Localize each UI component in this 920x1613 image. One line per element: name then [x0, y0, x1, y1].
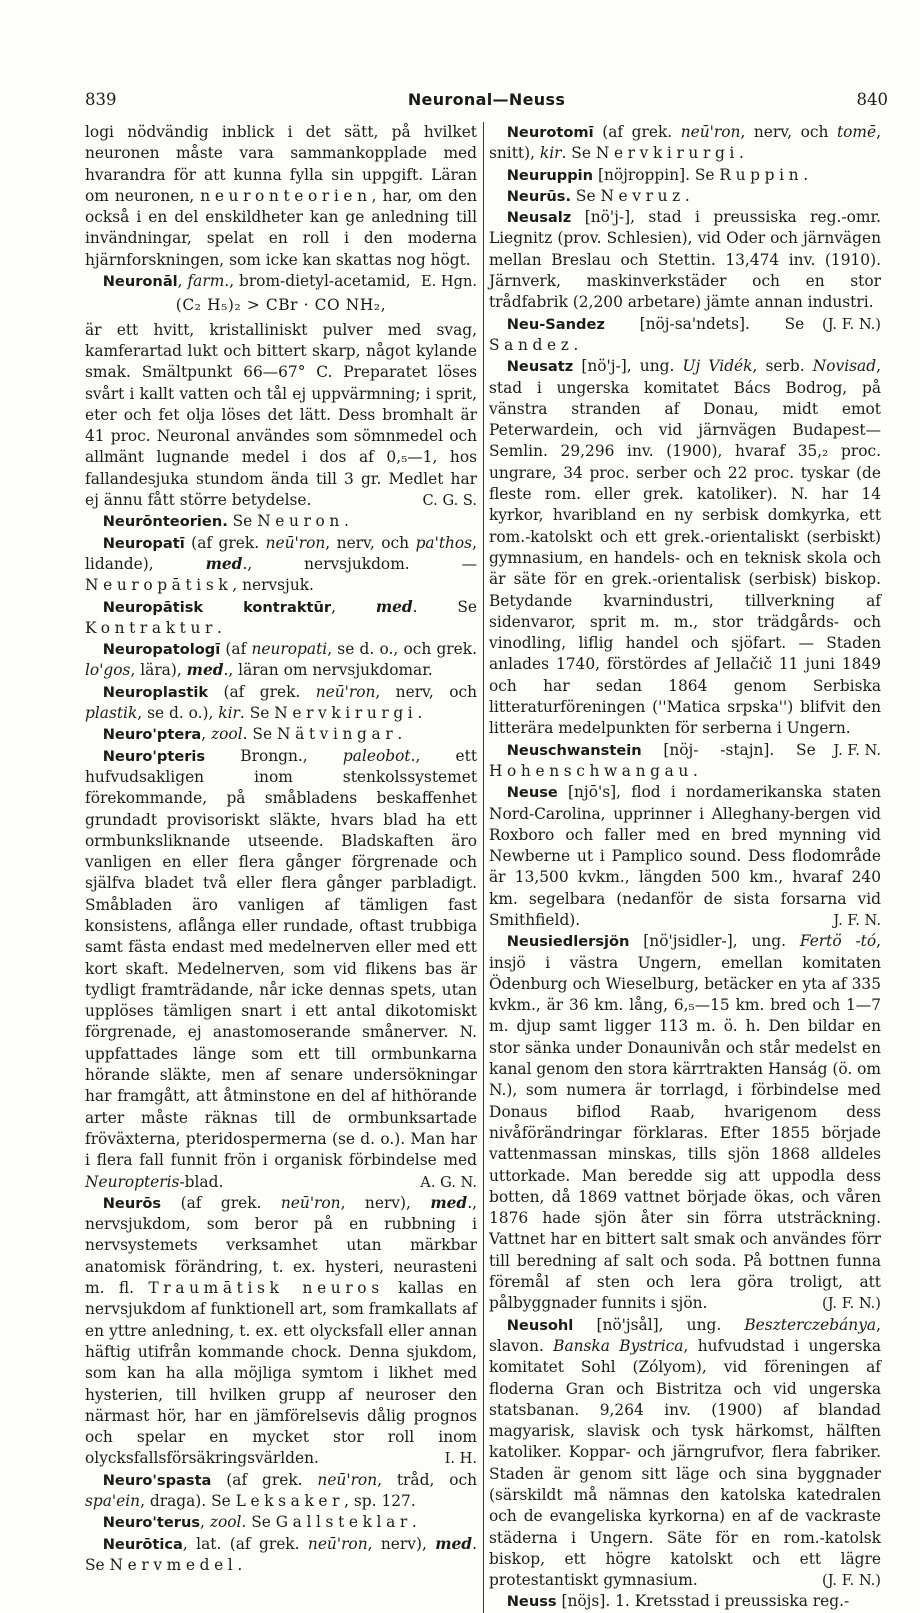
cross-reference: Neuropātisk: [85, 576, 233, 595]
entry-headword: Neusohl: [506, 1316, 574, 1334]
text-run: [nö'j-], ung.: [573, 357, 683, 376]
text-run: , slavon.: [489, 1315, 881, 1355]
italic-term: med: [186, 661, 224, 680]
author-signature: J. F. N.: [833, 741, 881, 759]
entry-headword: Neuschwanstein: [506, 741, 642, 759]
entry-headword: Neurūs.: [506, 187, 572, 205]
italic-term: kir: [218, 704, 240, 723]
italic-term: pa'thos: [415, 533, 473, 552]
entry-headword: Neurōtica: [102, 1535, 183, 1553]
entry-headword: Neuro'terus: [102, 1514, 201, 1532]
text-run: [nöj- -stajn]. Se: [641, 740, 816, 759]
author-signature: I. H.: [444, 1450, 477, 1468]
text-run: (C₂ H₅)₂ > CBr · CO NH₂,: [175, 296, 387, 315]
text-run: [nö'jsidler-], ung.: [629, 932, 800, 951]
italic-term: neū'ron: [280, 1193, 341, 1212]
text-run: ., läran om nervsjukdomar.: [223, 661, 433, 680]
text-run: [njō's], flod i nordamerikanska staten Nord-Carolina, upprinner i Alleghany-bergen vid Roxboro och faller med en bred mynning vid Newberne ut i Pamplico sound. Dess flodområde är 13,500 kvkm., längden 500 km., hvaraf 240 km. segelbara (nedanför de sista forsarna vid Smithfield).: [489, 783, 881, 929]
text-run: .: [692, 761, 698, 780]
entry-headword: Neuropātisk kontraktūr: [102, 598, 332, 616]
entry-headword: Neuro'ptera: [102, 726, 202, 744]
text-run: , draga). Se: [140, 1492, 236, 1510]
italic-term: lo'gos: [85, 661, 131, 680]
chemical-formula: [85, 292, 477, 319]
left-page-number: 839: [85, 90, 117, 109]
text-run: (af grek.: [211, 1470, 318, 1489]
entry-headword: Neu-Sandez: [506, 315, 605, 333]
text-run: ,: [201, 725, 212, 744]
entry-paragraph: [85, 1470, 477, 1513]
left-column: [85, 122, 477, 1613]
text-run: -blad.: [179, 1172, 224, 1191]
italic-term: Banska Bystrica: [553, 1336, 684, 1355]
entry-paragraph: [85, 511, 477, 532]
italic-term: kir: [539, 144, 562, 163]
entry-headword: Neuse: [506, 784, 558, 802]
text-run: , lidande),: [85, 533, 477, 573]
text-run: (af grek.: [184, 533, 266, 552]
text-run: , tråd, och: [377, 1470, 477, 1489]
entry-headword: Neurōs: [102, 1194, 162, 1212]
text-run: kallas en nervsjukdom af funktionell art, som framkallats af en yttre anledning, t. ex. ett olycksfall eller annan häftig utifrån kommande chock. Denna sjukdom, som kan ha alla möjliga symtom i likhet med hysterien, till hvilken grupp af neuroser den närmast hör, har en jämförelsevis dålig prognos och spelar en mycket stor roll inom olycksfallsförsäkringsvärlden.: [85, 1279, 477, 1468]
entry-headword: Neurōnteorien.: [102, 513, 228, 531]
text-run: .: [237, 1555, 243, 1574]
text-run: , lära),: [130, 661, 187, 680]
entry-paragraph: [489, 165, 881, 186]
running-title: Neuronal—Neuss: [407, 90, 566, 109]
italic-term: med: [205, 554, 243, 573]
entry-paragraph: [85, 271, 477, 292]
italic-term: med: [435, 1534, 473, 1553]
italic-term: paleobot: [342, 746, 411, 765]
italic-term: neū'ron: [317, 1470, 378, 1489]
text-run: ., brom-dietyl-acetamid,: [224, 272, 411, 291]
text-run: . Se: [412, 597, 477, 616]
cross-reference: Nevruz: [600, 186, 685, 205]
entry-headword: Neuro'pteris: [102, 747, 206, 765]
text-run: , lat. (af grek.: [182, 1534, 308, 1553]
entry-paragraph: [85, 746, 477, 1193]
entry-paragraph: [489, 186, 881, 207]
text-run: , har, om den också i en del enskildheter kan ge anledning till invändningar, spelat en roll i den moderna hjärnforskningen, som icke kan skattas nog högt.: [85, 186, 477, 269]
author-signature: A. G. N.: [420, 1173, 477, 1191]
author-signature: (J. F. N.): [822, 315, 881, 333]
text-run: , insjö i västra Ungern, emellan komitaten Ödenburg och Wieselburg, betäcker en yta af 335 kvkm., är 36 km. lång, 6,₅—15 km. bred och 1—7 m. djup samt ligger 113 m. ö. h. Den bildar en stor sänka under Donaunivån och står medelst en kanal genom den stora kärrtrakten Hanság (ö. om N.), som numera är torrlagd, i förbindelse med Donaus biflod Raab, hvarigenom dess nivåförändringar förklaras. Efter 1855 började vattenmassan minskas, tills sjön 1868 alldeles uttorkade. Man beredde sig att uppodla dess botten, då 1869 vattnet började ökas, och våren 1876 hade sjön åter sin förra utsträckning. Vattnet har en bittert salt smak och användes förr till beredning af salt och soda. På bottnen funna föremål af sten och lera göra troligt, att pålbyggnader funnits i sjön.: [489, 932, 881, 1313]
cross-reference: Kontraktur: [85, 618, 217, 637]
text-run: , sp. 127.: [344, 1492, 416, 1510]
italic-term: neū'ron: [680, 123, 741, 141]
entry-headword: Neuro'spasta: [102, 1471, 212, 1489]
right-page-number: 840: [856, 90, 888, 109]
text-run: .: [397, 725, 403, 744]
cross-reference: Traumātisk neuros: [148, 1279, 384, 1298]
text-run: , nerv),: [367, 1534, 436, 1553]
text-run: (af grek.: [593, 123, 681, 141]
cross-reference: Nervkirurgi: [274, 704, 418, 723]
entry-headword: Neuropatī: [102, 534, 185, 552]
italic-term: zool: [209, 1513, 242, 1532]
text-run: , nerv, och: [375, 682, 477, 701]
italic-term: neuropati: [251, 640, 328, 659]
text-run: ,: [177, 272, 188, 291]
text-run: logi nödvändig inblick i det sätt, på hvilket neuronen måste vara sammankopplade med hvarandra för att kunna fylla sin uppgift. Läran om neuronen,: [85, 123, 477, 205]
author-signature: (J. F. N.): [822, 1572, 881, 1590]
text-run: Se: [571, 186, 601, 205]
entry-paragraph: [85, 1534, 477, 1577]
italic-term: neū'ron: [315, 682, 376, 701]
text-run: (af grek.: [161, 1193, 281, 1212]
italic-term: med: [375, 597, 413, 616]
cross-reference: neuronteorien: [200, 186, 372, 205]
italic-term: Novisad: [812, 357, 877, 376]
text-run: , serb.: [752, 357, 813, 376]
text-run: .: [573, 335, 579, 354]
cross-reference: Nätvingar: [276, 725, 398, 744]
italic-term: med: [430, 1193, 468, 1212]
text-run: ,: [331, 597, 376, 616]
text-run: är ett hvitt, kristalliniskt pulver med svag, kamferartad lukt och bittert skarp, något kylande smak. Smältpunkt 66—67° C. Preparatet löses svårt i kallt vatten och tål ej uppvärmning; i sprit, eter och fet olja löses det lätt. Dess bromhalt är 41 proc. Neuronal användes som sömnmedel och allmänt lugnande medel i dos af 0,₅—1, hos fallandesjuka stundom ända till 3 gr. Medlet har ej ännu fått större betydelse.: [85, 320, 477, 510]
entry-headword: Neusatz: [506, 358, 574, 376]
text-run: [nöjroppin]. Se: [593, 165, 720, 184]
italic-term: plastik: [85, 704, 138, 723]
italic-term: farm: [187, 272, 225, 291]
entry-headword: Neuronāl: [102, 273, 178, 291]
italic-term: Fertö -tó: [799, 932, 877, 951]
entry-paragraph: [489, 1315, 881, 1592]
text-columns: [85, 122, 891, 1613]
entry-paragraph: [85, 1512, 477, 1533]
author-signature: E. Hgn.: [420, 273, 477, 291]
text-run: , nerv, och: [740, 123, 837, 141]
text-run: [nöjs]. 1. Kretsstad i preussiska reg.-: [556, 1592, 850, 1611]
cross-reference: Nervmedel: [109, 1555, 238, 1574]
cross-reference: Nervkirurgi: [595, 144, 739, 163]
entry-paragraph: [489, 122, 881, 165]
entry-paragraph: [85, 724, 477, 745]
entry-headword: Neusiedlersjön: [506, 933, 630, 951]
text-run: ., nervsjukdom, som beror på en rubbning i nervsystemets verksamhet utan märkbar anatomisk förändring, t. ex. hysteri, neurasteni m. fl.: [85, 1193, 477, 1298]
italic-term: neū'ron: [307, 1534, 368, 1553]
author-signature: C. G. S.: [422, 492, 477, 510]
text-run: Se: [227, 512, 258, 531]
entry-paragraph: [489, 1591, 881, 1612]
text-run: .: [411, 1513, 417, 1532]
entry-headword: Neuroplastik: [102, 683, 209, 701]
text-run: . Se: [241, 1513, 276, 1532]
entry-paragraph: [489, 782, 881, 931]
text-run: , nervsjuk.: [232, 576, 314, 595]
text-run: , nerv, och: [325, 533, 416, 552]
italic-term: Uj Vidék: [682, 357, 753, 376]
text-run: ., ett hufvudsakligen inom stenkolssystemet förekommande, på småbladens beskaffenhet grundadt provisoriskt släkte, hvars blad ha ett ormbunksliknande utseende. Bladskaften äro vanligen en eller flera gånger förgrenade och själfva bladet två eller flera gånger parbladigt. Småbladen äro vanligen af tämligen fast konsistens, aflånga eller rundade, oftast trubbiga samt fästa endast med medelnerven eller med ett kort skaft. Medelnerven, som vid flikens bas är tydligt framträdande, når icke dennas spets, utan upplöses tämligen snart i ett antal dikotomiskt förgrenade, ej anastomoserande smånerver. N. uppfattades länge som ett till ormbunkarna hörande släkte, men af senare undersökningar har framgått, att åtminstone en del af hithörande arter måste räknas till de ormbunksartade fröväxterna, pteridospermerna (se d. o.). Man har i flera fall funnit frön i organisk förbindelse med: [85, 746, 478, 1170]
text-run: .: [803, 165, 809, 184]
entry-paragraph: [489, 931, 881, 1314]
page-header: [85, 90, 888, 116]
text-run: .: [684, 186, 690, 205]
entry-headword: Neurotomī: [506, 124, 594, 141]
italic-term: Beszterczebánya: [744, 1315, 877, 1334]
text-run: .: [216, 618, 222, 637]
text-run: , hufvudstad i ungerska komitatet Sohl (Zólyom), vid föreningen af floderna Gran och Bistritza och vid ungerska statsbanan. 9,264 inv. (1900) af blandad magyarisk, slavisk och tysk härkomst, hälften katoliker. Koppar- och järngrufvor, flera fabriker. Staden är genom sitt läge och sina byggnader (särskildt må nämnas den katolska katedralen och de evangeliska kyrkorna) en af de vackraste städerna i Ungern. Säte för en rom.-katolsk biskop, ett högre katolskt och ett lägre protestantiskt gymnasium.: [489, 1336, 882, 1590]
italic-term: zool: [211, 725, 243, 744]
text-run: [nö'j-], stad i preussiska reg.-omr. Liegnitz (prov. Schlesien), vid Oder och järnvägen mellan Breslau och Stettin. 13,474 inv. (1910). Järnverk, maskinverkstäder och en stor trådfabrik (2,200 arbetare) jämte annan industri.: [489, 208, 881, 312]
author-signature: J. F. N.: [833, 911, 881, 929]
text-run: . Se: [561, 144, 596, 163]
entry-headword: Neuropatologī: [102, 641, 221, 659]
italic-term: spa'ein: [85, 1492, 141, 1510]
column-divider: [483, 122, 484, 1613]
author-signature: (J. F. N.): [822, 1295, 881, 1313]
entry-paragraph: [85, 533, 477, 597]
italic-term: neū'ron: [265, 533, 326, 552]
entry-paragraph: [85, 320, 477, 512]
text-run: , nerv),: [340, 1193, 431, 1212]
text-run: [nö'jsål], ung.: [573, 1315, 745, 1334]
entry-headword: Neusalz: [506, 209, 572, 227]
entry-paragraph: [85, 682, 477, 725]
text-run: , stad i ungerska komitatet Bács Bodrog, på vänstra stranden af Donau, midt emot Peterwardein, och vid järnvägen Budapest—Semlin. 29,296 inv. (1900), hvaraf 35,₂ proc. ungrare, 34 proc. serber och 22 proc. tyskar (de fleste rom. eller grek. katoliker). N. har 14 kyrkor, hvaribland en ny serbisk domkyrka, ett rom.-katolskt och ett grek.-orientaliskt (serbiskt) gymnasium, en handels- och en teknisk skola och är säte för en grek.-orientalisk (serbisk) biskop. Betydande kvarnindustri, tillverkning af sidenvaror, sprit m. m., stor trädgårds- och vinodling, liflig handel och sjöfart. — Staden anlades 1740, förstördes af Jellačič 11 juni 1849 och har sedan 1864 genom Serbiska litteraturföreningen (''Matica srpska'') blifvit den litterära medelpunkten för serberna i Ungern.: [489, 357, 881, 738]
text-run: (af grek.: [208, 682, 316, 701]
text-run: [nöj-sa'ndets]. Se: [604, 314, 805, 333]
text-run: .: [738, 144, 744, 163]
text-run: . Se: [242, 725, 277, 744]
cross-reference: Ruppin: [719, 165, 804, 184]
cross-reference: Leksaker: [235, 1492, 345, 1510]
text-run: ., nervsjukdom. —: [242, 554, 477, 573]
text-run: Brongn.,: [205, 746, 343, 765]
text-run: , se d. o.),: [137, 704, 219, 723]
text-run: (af: [220, 640, 252, 659]
text-run: , se d. o., och grek.: [327, 640, 477, 659]
text-run: , snitt),: [489, 123, 881, 163]
cross-reference: Gallsteklar: [275, 1513, 412, 1532]
entry-headword: Neuss: [506, 1593, 557, 1611]
cross-reference: Hohenschwangau: [489, 761, 693, 780]
text-run: . Se: [85, 1534, 477, 1574]
text-run: . Se: [239, 704, 275, 723]
text-run: ,: [200, 1513, 210, 1532]
italic-term: tomē: [836, 123, 877, 141]
entry-paragraph: [85, 1193, 477, 1470]
entry-headword: Neuruppin: [506, 166, 594, 184]
entry-paragraph: [85, 597, 477, 640]
cross-reference: Neuron: [257, 512, 344, 531]
entry-paragraph: [85, 639, 477, 682]
text-run: .: [417, 704, 423, 723]
cross-reference: Sandez: [489, 335, 574, 354]
text-run: .: [343, 512, 349, 531]
right-column: [489, 122, 881, 1613]
italic-term: Neuropteris: [85, 1172, 180, 1191]
